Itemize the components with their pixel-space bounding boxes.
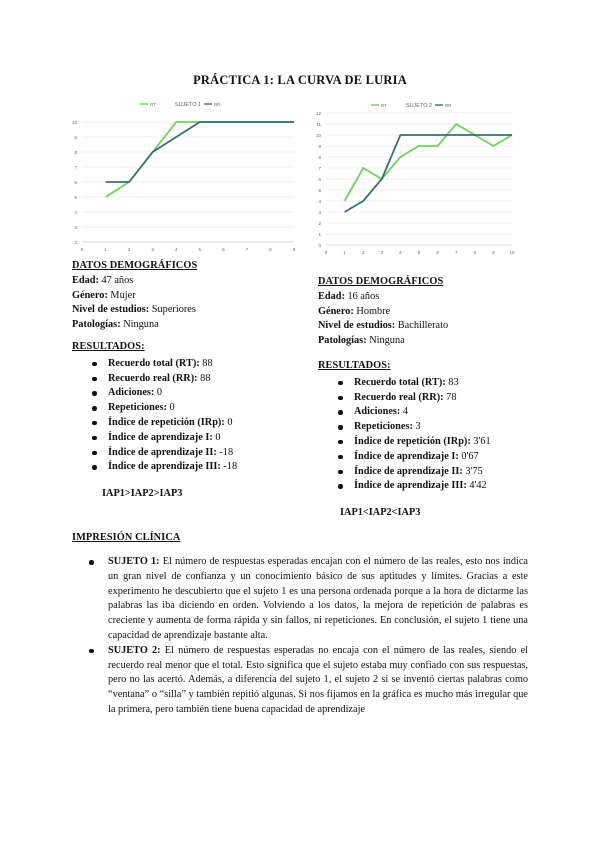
subject-2-column [318, 275, 548, 521]
result-label: Índice de repetición (IRp): [108, 416, 225, 428]
iap-summary-2: IAP1<IAP2<IAP3 [340, 507, 421, 519]
field-label: Género: [318, 305, 354, 317]
x-tick-label: 1 [343, 250, 346, 255]
iap-summary-1: IAP1>IAP2>IAP3 [102, 488, 183, 500]
result-label: Recuerdo real (RR): [108, 372, 198, 384]
x-tick-label: 7 [454, 250, 458, 255]
results-heading-2: RESULTADOS: [318, 359, 391, 371]
result-item [318, 435, 548, 450]
field-label: Patologías: [318, 335, 367, 347]
x-tick-label: 4 [399, 250, 402, 255]
chart-subject-1 [72, 96, 298, 256]
result-item [318, 479, 548, 494]
impression-label: SUJETO 1: [108, 556, 160, 567]
demo-row [72, 289, 302, 304]
field-label: Patologías: [72, 319, 121, 331]
y-tick-label: 9 [74, 135, 77, 140]
result-value: 0 [154, 387, 163, 399]
result-label: Recuerdo total (RT): [108, 357, 200, 369]
field-value: Mujer [107, 289, 136, 301]
field-value: Ninguna [120, 319, 159, 331]
demo-heading-1: DATOS DEMOGRÁFICOS [72, 260, 198, 271]
chart-subject-2 [315, 99, 524, 261]
y-tick-label: 7 [74, 165, 77, 170]
result-item [72, 357, 302, 372]
result-item [318, 450, 548, 465]
result-label: Recuerdo total (RT): [354, 376, 446, 388]
results-heading-1: RESULTADOS: [72, 340, 145, 352]
y-tick-label: 3 [318, 210, 321, 215]
result-item [72, 401, 302, 416]
result-value: 0 [212, 431, 221, 443]
demo-row [72, 318, 302, 333]
demo-row [318, 334, 548, 349]
y-tick-label: 5 [74, 195, 77, 200]
y-tick-label: 8 [318, 155, 321, 160]
y-tick-label: 4 [318, 199, 321, 204]
impression-subject-1 [72, 555, 528, 644]
y-tick-label: 3 [74, 225, 77, 230]
result-label: Índice de aprendizaje I: [108, 431, 213, 443]
y-tick-label: 2 [318, 221, 321, 226]
chart-subject-1-svg [72, 96, 298, 256]
result-value: -18 [216, 446, 234, 458]
field-label: Nivel de estudios: [318, 320, 396, 332]
series-line-rt [106, 122, 294, 197]
chart-subject-2-svg [315, 99, 524, 261]
field-value: Ninguna [366, 335, 405, 347]
x-tick-label: 9 [292, 247, 296, 252]
chart-title: SUJETO 1 [174, 102, 202, 108]
result-item [72, 372, 302, 387]
page-title: PRÁCTICA 1: LA CURVA DE LURIA [193, 73, 407, 87]
y-tick-label: 10 [71, 120, 77, 125]
field-label: Género: [72, 289, 108, 301]
x-tick-label: 1 [104, 247, 107, 252]
result-label: Repeticiones: [354, 421, 413, 433]
y-tick-label: 12 [315, 111, 321, 116]
x-tick-label: 8 [269, 247, 272, 252]
y-tick-label: 10 [315, 133, 321, 138]
result-value: 78 [443, 391, 457, 403]
field-label: Edad: [72, 274, 99, 286]
demo-row [318, 290, 548, 305]
result-item [318, 376, 548, 391]
x-tick-label: 6 [436, 250, 439, 255]
x-tick-label: 3 [151, 247, 154, 252]
impression-text: El número de respuestas esperadas encajan con el número de las reales, esto nos indica un gran nivel de confianza y un conocimiento básico de sus aptitudes y límites. Gracias a este experimento he descubierto que el sujeto 1 es una persona ordenada porque a la hora de dictarme las palabras las iba diciendo en orden. Volviendo a los datos, la mejora de repetición de palabras es creciente y aumenta de forma rápida y sin fallos, ni repeticiones. En conclusión, el sujeto 1 tiene una capacidad de aprendizaje bastante alta. [108, 556, 528, 641]
result-value: 0 [166, 402, 175, 414]
field-value: Hombre [353, 305, 391, 317]
impression-text: El número de respuestas esperadas no encaja con el número de las reales, siendo el recuerdo real menor que el total. Esto significa que el sujeto estaba muy confiado con sus respuestas, pero no las acertó. Además, a diferencia del sujeto 1, el sujeto 2 sí se inventó ciertas palabras como “ventana” o “silla” y también repitió algunas. Si nos fijamos en la gráfica es mucho más irregular que la primera, pero también tiene buena capacidad de aprendizaje [108, 644, 528, 715]
x-tick-label: 3 [380, 250, 384, 255]
x-tick-label: 10 [509, 250, 515, 255]
x-tick-label: 6 [222, 247, 225, 252]
results-list-2 [318, 376, 548, 494]
field-value: 47 años [98, 274, 134, 286]
result-item [72, 460, 302, 475]
y-tick-label: 4 [74, 210, 77, 215]
y-tick-label: 5 [318, 188, 321, 193]
chart-title: SUJETO 2 [405, 103, 433, 109]
field-label: Nivel de estudios: [72, 304, 150, 316]
demo-row [318, 305, 548, 320]
legend-label: RR [445, 103, 452, 108]
result-item [72, 416, 302, 431]
clinical-impression [72, 532, 528, 718]
result-value: 4 [400, 406, 409, 418]
result-label: Índice de aprendizaje I: [354, 450, 459, 462]
result-value: 0 [224, 416, 233, 428]
result-item [72, 431, 302, 446]
x-tick-label: 5 [417, 250, 421, 255]
x-tick-label: 5 [198, 247, 202, 252]
field-value: 16 años [344, 290, 380, 302]
demo-list-2 [318, 290, 548, 349]
y-tick-label: 9 [318, 144, 321, 149]
result-label: Adiciones: [108, 387, 155, 399]
subject-1-column [72, 259, 302, 502]
result-item [72, 446, 302, 461]
result-item [318, 391, 548, 406]
demo-row [72, 274, 302, 289]
result-label: Índice de aprendizaje II: [354, 465, 463, 477]
result-value: 0'67 [458, 450, 479, 462]
result-label: Recuerdo real (RR): [354, 391, 444, 403]
y-tick-label: 11 [316, 122, 321, 127]
demo-row [72, 303, 302, 318]
x-tick-label: 0 [324, 250, 328, 255]
demo-row [318, 319, 548, 334]
x-tick-label: 4 [174, 247, 178, 252]
y-tick-label: 6 [318, 177, 321, 182]
result-value: 83 [445, 376, 459, 388]
y-tick-label: 2 [74, 240, 77, 245]
y-tick-label: 8 [74, 150, 77, 155]
impression-label: SUJETO 2: [108, 644, 161, 656]
legend-label: RT [381, 103, 387, 108]
field-value: Superiores [149, 304, 196, 316]
result-value: 3'61 [470, 435, 491, 447]
result-value: 3 [412, 421, 421, 433]
y-tick-label: 7 [318, 166, 321, 171]
result-label: Índice de aprendizaje II: [108, 446, 217, 458]
legend-label: RR [214, 102, 221, 107]
result-label: Índice de aprendizaje III: [108, 461, 221, 473]
result-value: -18 [220, 461, 238, 473]
result-value: 3'75 [462, 465, 483, 477]
impression-subject-2 [72, 644, 528, 718]
result-item [72, 386, 302, 401]
result-item [318, 465, 548, 480]
result-label: Índice de aprendizaje III: [354, 480, 467, 492]
x-tick-label: 9 [492, 250, 495, 255]
y-tick-label: 1 [318, 232, 321, 237]
result-label: Adiciones: [354, 406, 401, 418]
result-value: 4'42 [466, 480, 487, 492]
x-tick-label: 8 [473, 250, 477, 255]
demo-list-1 [72, 274, 302, 333]
results-list-1 [72, 357, 302, 475]
result-label: Repeticiones: [108, 402, 167, 414]
demo-heading-2: DATOS DEMOGRÁFICOS [318, 276, 444, 287]
y-tick-label: 0 [318, 243, 321, 248]
x-tick-label: 0 [80, 247, 84, 252]
field-label: Edad: [318, 290, 345, 302]
x-tick-label: 7 [245, 247, 249, 252]
impression-heading: IMPRESIÓN CLÍNICA [72, 532, 181, 543]
x-tick-label: 2 [127, 247, 131, 252]
result-value: 88 [197, 372, 211, 384]
result-value: 88 [199, 357, 213, 369]
result-label: Índice de repetición (IRp): [354, 435, 471, 447]
x-tick-label: 2 [361, 250, 365, 255]
field-value: Bachillerato [395, 320, 449, 332]
result-item [318, 420, 548, 435]
y-tick-label: 6 [74, 180, 77, 185]
legend-label: RT [150, 102, 156, 107]
result-item [318, 405, 548, 420]
